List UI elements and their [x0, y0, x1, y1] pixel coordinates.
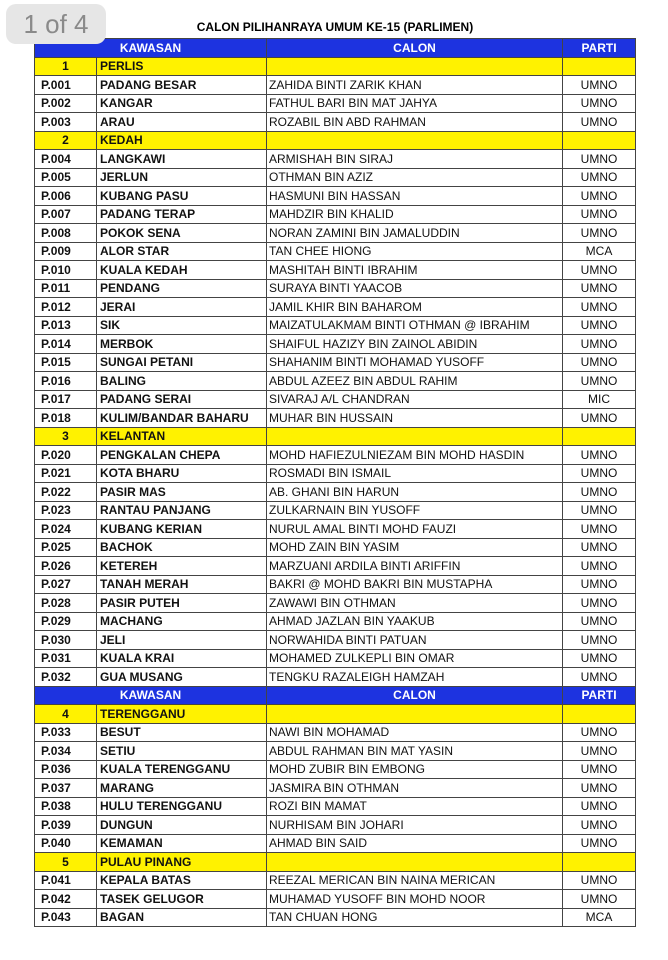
seat-code: P.018: [35, 409, 97, 428]
constituency-name: ARAU: [97, 113, 267, 132]
state-empty-cell: [267, 57, 563, 76]
party-name: UMNO: [563, 557, 636, 576]
seat-code: P.043: [35, 908, 97, 927]
party-name: UMNO: [563, 335, 636, 354]
header-calon: CALON: [267, 39, 563, 58]
column-header-row: [35, 686, 636, 705]
party-name: MCA: [563, 908, 636, 927]
state-row: [35, 131, 636, 150]
seat-code: P.028: [35, 594, 97, 613]
seat-code: P.003: [35, 113, 97, 132]
seat-code: P.010: [35, 261, 97, 280]
table-row: [35, 742, 636, 761]
constituency-name: SIK: [97, 316, 267, 335]
constituency-name: GUA MUSANG: [97, 668, 267, 687]
state-name: KELANTAN: [97, 427, 267, 446]
seat-code: P.023: [35, 501, 97, 520]
constituency-name: MERBOK: [97, 335, 267, 354]
candidate-name: SIVARAJ A/L CHANDRAN: [267, 390, 563, 409]
state-number: 4: [35, 705, 97, 724]
table-row: [35, 113, 636, 132]
table-row: [35, 668, 636, 687]
table-row: [35, 594, 636, 613]
constituency-name: KOTA BHARU: [97, 464, 267, 483]
table-row: [35, 520, 636, 539]
seat-code: P.039: [35, 816, 97, 835]
party-name: UMNO: [563, 816, 636, 835]
seat-code: P.017: [35, 390, 97, 409]
seat-code: P.031: [35, 649, 97, 668]
constituency-name: MACHANG: [97, 612, 267, 631]
state-empty-cell: [563, 131, 636, 150]
state-name: PERLIS: [97, 57, 267, 76]
document-title: CALON PILIHANRAYA UMUM KE-15 (PARLIMEN): [196, 20, 474, 34]
state-empty-cell: [563, 853, 636, 872]
state-empty-cell: [563, 705, 636, 724]
table-row: [35, 760, 636, 779]
candidate-name: NAWI BIN MOHAMAD: [267, 723, 563, 742]
state-number: 2: [35, 131, 97, 150]
constituency-name: PADANG BESAR: [97, 76, 267, 95]
candidate-name: MAHDZIR BIN KHALID: [267, 205, 563, 224]
state-name: KEDAH: [97, 131, 267, 150]
constituency-name: KUALA TERENGGANU: [97, 760, 267, 779]
seat-code: P.005: [35, 168, 97, 187]
constituency-name: KULIM/BANDAR BAHARU: [97, 409, 267, 428]
table-row: [35, 298, 636, 317]
table-row: [35, 501, 636, 520]
candidate-name: ROZABIL BIN ABD RAHMAN: [267, 113, 563, 132]
party-name: MCA: [563, 242, 636, 261]
table-row: [35, 353, 636, 372]
header-kawasan: KAWASAN: [35, 686, 267, 705]
seat-code: P.015: [35, 353, 97, 372]
seat-code: P.030: [35, 631, 97, 650]
constituency-name: JELI: [97, 631, 267, 650]
constituency-name: BESUT: [97, 723, 267, 742]
candidate-name: ROSMADI BIN ISMAIL: [267, 464, 563, 483]
table-row: [35, 335, 636, 354]
seat-code: P.013: [35, 316, 97, 335]
state-empty-cell: [563, 427, 636, 446]
table-row: [35, 575, 636, 594]
constituency-name: BACHOK: [97, 538, 267, 557]
candidate-name: JASMIRA BIN OTHMAN: [267, 779, 563, 798]
seat-code: P.029: [35, 612, 97, 631]
table-row: [35, 557, 636, 576]
seat-code: P.021: [35, 464, 97, 483]
party-name: UMNO: [563, 779, 636, 798]
state-name: PULAU PINANG: [97, 853, 267, 872]
table-row: [35, 908, 636, 927]
candidate-name: ABDUL RAHMAN BIN MAT YASIN: [267, 742, 563, 761]
constituency-name: KUBANG PASU: [97, 187, 267, 206]
party-name: UMNO: [563, 594, 636, 613]
seat-code: P.025: [35, 538, 97, 557]
party-name: MIC: [563, 390, 636, 409]
candidate-name: AB. GHANI BIN HARUN: [267, 483, 563, 502]
candidate-name: SHAIFUL HAZIZY BIN ZAINOL ABIDIN: [267, 335, 563, 354]
seat-code: P.001: [35, 76, 97, 95]
table-row: [35, 372, 636, 391]
candidate-name: HASMUNI BIN HASSAN: [267, 187, 563, 206]
seat-code: P.004: [35, 150, 97, 169]
party-name: UMNO: [563, 316, 636, 335]
party-name: UMNO: [563, 483, 636, 502]
candidate-name: MOHD ZAIN BIN YASIM: [267, 538, 563, 557]
party-name: UMNO: [563, 649, 636, 668]
constituency-name: TANAH MERAH: [97, 575, 267, 594]
candidate-name: MOHAMED ZULKEPLI BIN OMAR: [267, 649, 563, 668]
seat-code: P.027: [35, 575, 97, 594]
seat-code: P.012: [35, 298, 97, 317]
constituency-name: KETEREH: [97, 557, 267, 576]
table-row: [35, 94, 636, 113]
party-name: UMNO: [563, 446, 636, 465]
candidate-name: MARZUANI ARDILA BINTI ARIFFIN: [267, 557, 563, 576]
candidate-name: ARMISHAH BIN SIRAJ: [267, 150, 563, 169]
table-row: [35, 483, 636, 502]
seat-code: P.038: [35, 797, 97, 816]
table-row: [35, 723, 636, 742]
table-row: [35, 279, 636, 298]
party-name: UMNO: [563, 372, 636, 391]
party-name: UMNO: [563, 501, 636, 520]
party-name: UMNO: [563, 520, 636, 539]
seat-code: P.022: [35, 483, 97, 502]
state-empty-cell: [267, 131, 563, 150]
candidate-name: NORWAHIDA BINTI PATUAN: [267, 631, 563, 650]
candidate-name: NURHISAM BIN JOHARI: [267, 816, 563, 835]
party-name: UMNO: [563, 834, 636, 853]
state-number: 5: [35, 853, 97, 872]
table-row: [35, 612, 636, 631]
table-row: [35, 205, 636, 224]
table-row: [35, 242, 636, 261]
constituency-name: DUNGUN: [97, 816, 267, 835]
party-name: UMNO: [563, 464, 636, 483]
candidate-name: NURUL AMAL BINTI MOHD FAUZI: [267, 520, 563, 539]
party-name: UMNO: [563, 575, 636, 594]
state-number: 1: [35, 57, 97, 76]
party-name: UMNO: [563, 409, 636, 428]
table-row: [35, 390, 636, 409]
table-row: [35, 871, 636, 890]
state-empty-cell: [267, 427, 563, 446]
candidate-name: SURAYA BINTI YAACOB: [267, 279, 563, 298]
candidate-name: MAIZATULAKMAM BINTI OTHMAN @ IBRAHIM: [267, 316, 563, 335]
seat-code: P.014: [35, 335, 97, 354]
constituency-name: TASEK GELUGOR: [97, 890, 267, 909]
table-row: [35, 538, 636, 557]
constituency-name: LANGKAWI: [97, 150, 267, 169]
party-name: UMNO: [563, 760, 636, 779]
seat-code: P.037: [35, 779, 97, 798]
candidate-name: ROZI BIN MAMAT: [267, 797, 563, 816]
state-row: [35, 853, 636, 872]
table-row: [35, 187, 636, 206]
candidate-name: OTHMAN BIN AZIZ: [267, 168, 563, 187]
table-row: [35, 316, 636, 335]
party-name: UMNO: [563, 94, 636, 113]
candidate-name: JAMIL KHIR BIN BAHAROM: [267, 298, 563, 317]
page-indicator-badge: 1 of 4: [6, 4, 106, 44]
party-name: UMNO: [563, 631, 636, 650]
constituency-name: BAGAN: [97, 908, 267, 927]
candidate-name: ABDUL AZEEZ BIN ABDUL RAHIM: [267, 372, 563, 391]
candidate-name: BAKRI @ MOHD BAKRI BIN MUSTAPHA: [267, 575, 563, 594]
candidate-name: ZULKARNAIN BIN YUSOFF: [267, 501, 563, 520]
constituency-name: PENGKALAN CHEPA: [97, 446, 267, 465]
seat-code: P.041: [35, 871, 97, 890]
table-row: [35, 446, 636, 465]
table-row: [35, 631, 636, 650]
party-name: UMNO: [563, 113, 636, 132]
header-kawasan: KAWASAN: [35, 39, 267, 58]
table-row: [35, 168, 636, 187]
constituency-name: KANGAR: [97, 94, 267, 113]
candidate-name: TAN CHEE HIONG: [267, 242, 563, 261]
seat-code: P.033: [35, 723, 97, 742]
seat-code: P.007: [35, 205, 97, 224]
party-name: UMNO: [563, 279, 636, 298]
candidate-name: NORAN ZAMINI BIN JAMALUDDIN: [267, 224, 563, 243]
seat-code: P.006: [35, 187, 97, 206]
party-name: UMNO: [563, 261, 636, 280]
party-name: UMNO: [563, 76, 636, 95]
seat-code: P.042: [35, 890, 97, 909]
party-name: UMNO: [563, 538, 636, 557]
candidate-name: TENGKU RAZALEIGH HAMZAH: [267, 668, 563, 687]
candidate-name: AHMAD BIN SAID: [267, 834, 563, 853]
seat-code: P.034: [35, 742, 97, 761]
state-row: [35, 427, 636, 446]
constituency-name: KEMAMAN: [97, 834, 267, 853]
constituency-name: PENDANG: [97, 279, 267, 298]
candidate-table-body: [35, 39, 636, 927]
party-name: UMNO: [563, 224, 636, 243]
table-row: [35, 649, 636, 668]
table-row: [35, 150, 636, 169]
table-row: [35, 779, 636, 798]
constituency-name: HULU TERENGGANU: [97, 797, 267, 816]
candidate-name: MUHAR BIN HUSSAIN: [267, 409, 563, 428]
constituency-name: PADANG TERAP: [97, 205, 267, 224]
constituency-name: SETIU: [97, 742, 267, 761]
table-row: [35, 464, 636, 483]
party-name: UMNO: [563, 723, 636, 742]
candidate-name: MUHAMAD YUSOFF BIN MOHD NOOR: [267, 890, 563, 909]
constituency-name: KUALA KEDAH: [97, 261, 267, 280]
constituency-name: KUALA KRAI: [97, 649, 267, 668]
table-row: [35, 834, 636, 853]
state-empty-cell: [267, 853, 563, 872]
candidate-name: SHAHANIM BINTI MOHAMAD YUSOFF: [267, 353, 563, 372]
candidate-name: ZAWAWI BIN OTHMAN: [267, 594, 563, 613]
seat-code: P.016: [35, 372, 97, 391]
party-name: UMNO: [563, 150, 636, 169]
table-row: [35, 224, 636, 243]
seat-code: P.011: [35, 279, 97, 298]
seat-code: P.040: [35, 834, 97, 853]
constituency-name: MARANG: [97, 779, 267, 798]
seat-code: P.020: [35, 446, 97, 465]
constituency-name: JERAI: [97, 298, 267, 317]
seat-code: P.002: [35, 94, 97, 113]
candidate-name: REEZAL MERICAN BIN NAINA MERICAN: [267, 871, 563, 890]
constituency-name: SUNGAI PETANI: [97, 353, 267, 372]
party-name: UMNO: [563, 612, 636, 631]
constituency-name: PASIR PUTEH: [97, 594, 267, 613]
party-name: UMNO: [563, 298, 636, 317]
state-name: TERENGGANU: [97, 705, 267, 724]
candidate-table: [34, 38, 636, 927]
state-row: [35, 705, 636, 724]
party-name: UMNO: [563, 890, 636, 909]
party-name: UMNO: [563, 668, 636, 687]
party-name: UMNO: [563, 187, 636, 206]
candidate-name: AHMAD JAZLAN BIN YAAKUB: [267, 612, 563, 631]
constituency-name: RANTAU PANJANG: [97, 501, 267, 520]
table-row: [35, 797, 636, 816]
candidate-name: TAN CHUAN HONG: [267, 908, 563, 927]
column-header-row: [35, 39, 636, 58]
candidate-name: ZAHIDA BINTI ZARIK KHAN: [267, 76, 563, 95]
constituency-name: KUBANG KERIAN: [97, 520, 267, 539]
header-calon: CALON: [267, 686, 563, 705]
seat-code: P.026: [35, 557, 97, 576]
constituency-name: KEPALA BATAS: [97, 871, 267, 890]
state-row: [35, 57, 636, 76]
seat-code: P.009: [35, 242, 97, 261]
table-row: [35, 76, 636, 95]
constituency-name: PADANG SERAI: [97, 390, 267, 409]
party-name: UMNO: [563, 168, 636, 187]
header-parti: PARTI: [563, 39, 636, 58]
constituency-name: PASIR MAS: [97, 483, 267, 502]
seat-code: P.036: [35, 760, 97, 779]
seat-code: P.024: [35, 520, 97, 539]
state-number: 3: [35, 427, 97, 446]
party-name: UMNO: [563, 797, 636, 816]
state-empty-cell: [563, 57, 636, 76]
table-row: [35, 890, 636, 909]
candidate-name: MASHITAH BINTI IBRAHIM: [267, 261, 563, 280]
constituency-name: JERLUN: [97, 168, 267, 187]
party-name: UMNO: [563, 205, 636, 224]
state-empty-cell: [267, 705, 563, 724]
party-name: UMNO: [563, 871, 636, 890]
table-row: [35, 261, 636, 280]
constituency-name: ALOR STAR: [97, 242, 267, 261]
seat-code: P.008: [35, 224, 97, 243]
constituency-name: POKOK SENA: [97, 224, 267, 243]
party-name: UMNO: [563, 353, 636, 372]
table-row: [35, 816, 636, 835]
candidate-name: FATHUL BARI BIN MAT JAHYA: [267, 94, 563, 113]
header-parti: PARTI: [563, 686, 636, 705]
candidate-name: MOHD ZUBIR BIN EMBONG: [267, 760, 563, 779]
constituency-name: BALING: [97, 372, 267, 391]
party-name: UMNO: [563, 742, 636, 761]
seat-code: P.032: [35, 668, 97, 687]
candidate-name: MOHD HAFIEZULNIEZAM BIN MOHD HASDIN: [267, 446, 563, 465]
table-row: [35, 409, 636, 428]
